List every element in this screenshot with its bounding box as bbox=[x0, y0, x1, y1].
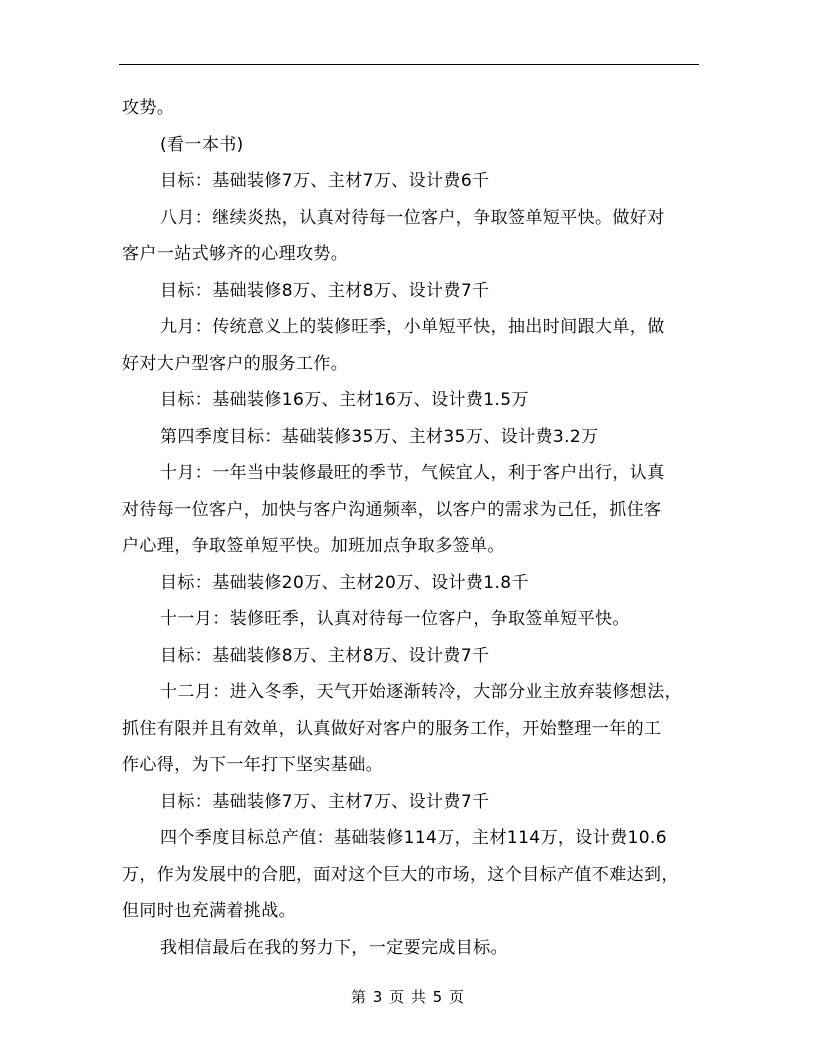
text-line: 客户一站式够齐的心理攻势。 bbox=[122, 244, 349, 264]
text-line: 但同时也充满着挑战。 bbox=[122, 901, 296, 921]
text-line: 我相信最后在我的努力下，一定要完成目标。 bbox=[160, 937, 508, 958]
page-number: 第 3 页 共 5 页 bbox=[351, 988, 465, 1006]
text-line: 攻势。 bbox=[122, 98, 175, 118]
text-line: 目标：基础装修20万、主材20万、设计费1.8千 bbox=[160, 572, 529, 593]
text-line: 四个季度目标总产值：基础装修114万，主材114万，设计费10.6 bbox=[160, 828, 667, 848]
text-line: 万，作为发展中的合肥，面对这个巨大的市场，这个目标产值不难达到， bbox=[122, 864, 679, 885]
text-line: 第四季度目标：基础装修35万、主材35万、设计费3.2万 bbox=[160, 426, 599, 447]
text-line: 八月：继续炎热，认真对待每一位客户，争取签单短平快。做好对 bbox=[160, 207, 665, 228]
text-line: 十一月：装修旺季，认真对待每一位客户，争取签单短平快。 bbox=[160, 609, 630, 629]
text-line: 九月：传统意义上的装修旺季，小单短平快，抽出时间跟大单，做 bbox=[160, 317, 665, 337]
text-line: 目标：基础装修16万、主材16万、设计费1.5万 bbox=[160, 390, 529, 410]
text-line: 好对大户型客户的服务工作。 bbox=[122, 353, 349, 374]
header-rule bbox=[119, 64, 699, 65]
text-line: 抓住有限并且有效单，认真做好对客户的服务工作，开始整理一年的工 bbox=[122, 718, 662, 739]
text-line: 户心理，争取签单短平快。加班加点争取多签单。 bbox=[122, 536, 505, 556]
text-line: 目标：基础装修7万、主材7万、设计费7千 bbox=[160, 791, 490, 812]
text-line: 目标：基础装修8万、主材8万、设计费7千 bbox=[160, 280, 490, 301]
text-line: 目标：基础装修7万、主材7万、设计费6千 bbox=[160, 171, 490, 191]
text-line: 十二月：进入冬季，天气开始逐渐转冷，大部分业主放弃装修想法， bbox=[160, 682, 682, 702]
text-line: 作心得，为下一年打下坚实基础。 bbox=[122, 755, 383, 775]
text-line: 十月：一年当中装修最旺的季节，气候宜人，利于客户出行，认真 bbox=[160, 463, 665, 483]
document-body bbox=[122, 90, 697, 966]
text-line: 对待每一位客户，加快与客户沟通频率，以客户的需求为己任，抓住客 bbox=[122, 499, 662, 520]
text-line: 目标：基础装修8万、主材8万、设计费7千 bbox=[160, 645, 490, 666]
text-line: (看一本书) bbox=[160, 134, 244, 155]
